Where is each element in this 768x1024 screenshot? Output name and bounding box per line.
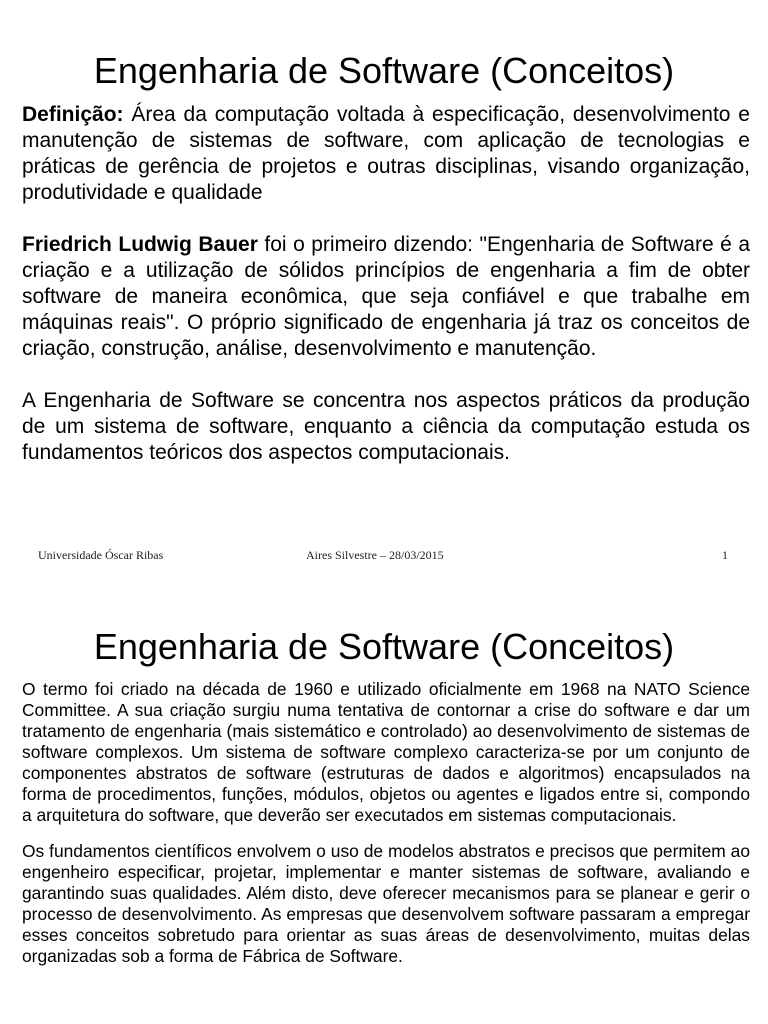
- slide-2: [0, 580, 768, 1024]
- footer-university: Universidade Óscar Ribas: [38, 548, 164, 562]
- slide-1-title: Engenharia de Software (Conceitos): [93, 50, 675, 91]
- slide-footer: [0, 548, 768, 564]
- bauer-quote-text: foi o primeiro dizendo: "Engenharia de Software é a criação e a utilização de sólidos princípios de engenharia a fim de obter software de maneira econômica, que seja confiável e que trabalhe em máquinas reais". O próprio significado de engenharia já traz os conceitos de criação, construção, análise, desenvolvimento e manutenção.: [22, 233, 750, 360]
- slide-2-body: [22, 679, 750, 967]
- definition-label: Definição:: [22, 103, 124, 126]
- definition-text: Área da computação voltada à especificação, desenvolvimento e manutenção de sistemas de software, com aplicação de tecnologias e práticas de gerência de projetos e outras disciplinas, visando organização, produtividade e qualidade: [22, 103, 750, 204]
- origin-paragraph: O termo foi criado na década de 1960 e utilizado oficialmente em 1968 na NATO Science Committee. A sua criação surgiu numa tentativa de contornar a crise do software e dar um tratamento de engenharia (mais sistemático e controlado) ao desenvolvimento de sistemas de software complexos. Um sistema de software complexo caracteriza-se por um conjunto de componentes abstratos de software (estruturas de dados e algoritmos) encapsulados na forma de procedimentos, funções, módulos, objetos ou agentes e ligados entre si, compondo a arquitetura do software, que deverão ser executados em sistemas computacionais.: [22, 679, 750, 825]
- fundamentals-paragraph: Os fundamentos científicos envolvem o uso de modelos abstratos e precisos que permitem ao engenheiro especificar, projetar, implementar e manter sistemas de software, avaliando e garantindo suas qualidades. Além disto, deve oferecer mecanismos para se planear e gerir o processo de desenvolvimento. As empresas que desenvolvem software passaram a empregar esses conceitos sobretudo para orientar as suas áreas de desenvolvimento, muitas delas organizadas sob a forma de Fábrica de Software.: [22, 841, 750, 966]
- slide-2-title: Engenharia de Software (Conceitos): [93, 626, 675, 667]
- footer-page-number: 1: [722, 548, 728, 562]
- bauer-paragraph: [22, 232, 750, 362]
- bauer-name: Friedrich Ludwig Bauer: [22, 233, 258, 256]
- focus-paragraph: A Engenharia de Software se concentra nos aspectos práticos da produção de um sistema de software, enquanto a ciência da computação estuda os fundamentos teóricos dos aspectos computacionais.: [22, 389, 750, 464]
- definition-paragraph: [22, 102, 750, 206]
- footer-author-date: Aires Silvestre – 28/03/2015: [306, 548, 444, 562]
- slide-1-body: [22, 102, 750, 466]
